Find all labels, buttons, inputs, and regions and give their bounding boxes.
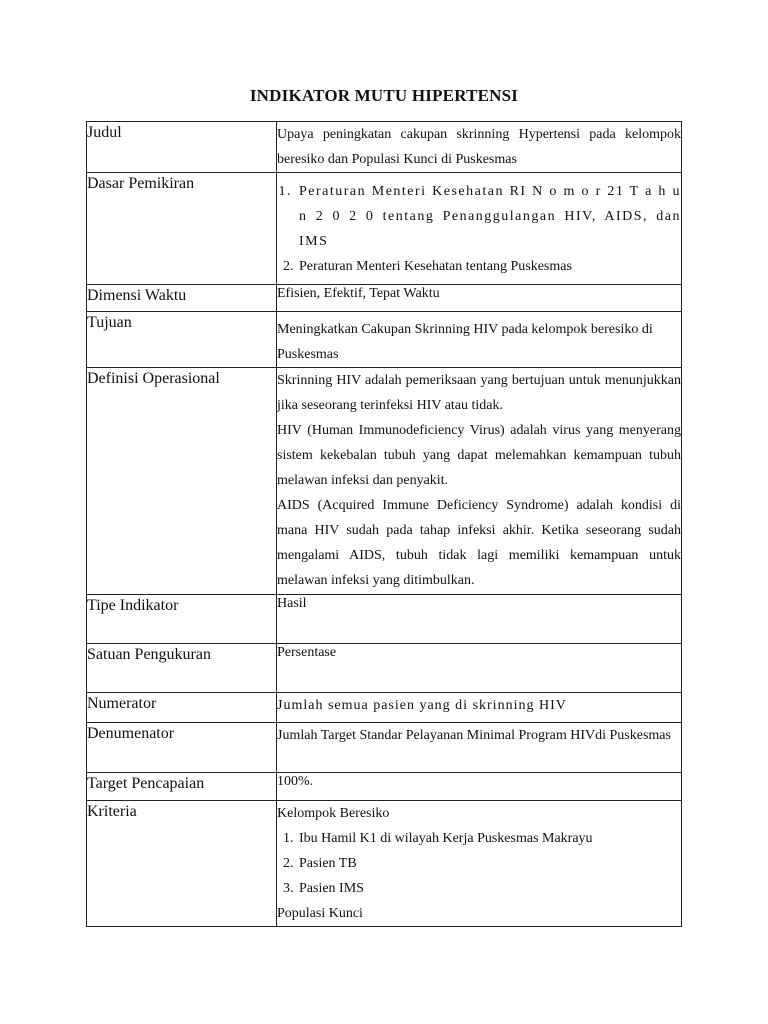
- row-definisi-operasional: [87, 368, 682, 595]
- row-tipe-indikator: [87, 595, 682, 644]
- kriteria-list: [277, 826, 681, 901]
- value-tipe-indikator: Hasil: [277, 595, 682, 644]
- kriteria-item: 2. Pasien TB: [297, 851, 681, 876]
- row-kriteria: [87, 801, 682, 927]
- kriteria-item: 3. Pasien IMS: [297, 876, 681, 901]
- row-dimensi-waktu: [87, 285, 682, 312]
- value-numerator: Jumlah semua pasien yang di skrinning HIV: [277, 693, 682, 723]
- value-dimensi-waktu: Efisien, Efektif, Tepat Waktu: [277, 285, 682, 312]
- definisi-paragraph: Skrinning HIV adalah pemeriksaan yang bertujuan untuk menunjukkan jika seseorang terinfeksi HIV atau tidak.: [277, 373, 681, 413]
- dasar-pemikiran-list: [277, 179, 681, 279]
- value-tujuan: Meningkatkan Cakupan Skrinning HIV pada kelompok beresiko di Puskesmas: [277, 312, 682, 368]
- kriteria-intro: Kelompok Beresiko: [277, 806, 390, 821]
- label-numerator: Numerator: [87, 693, 277, 723]
- value-judul: Upaya peningkatan cakupan skrinning Hypertensi pada kelompok beresiko dan Populasi Kunci di Puskesmas: [277, 122, 682, 173]
- label-tujuan: Tujuan: [87, 312, 277, 368]
- label-judul: Judul: [87, 122, 277, 173]
- label-dasar-pemikiran: Dasar Pemikiran: [87, 173, 277, 285]
- row-denumenator: [87, 723, 682, 773]
- value-definisi-operasional: [277, 368, 682, 595]
- value-denumenator: Jumlah Target Standar Pelayanan Minimal Program HIVdi Puskesmas: [277, 723, 682, 773]
- value-satuan-pengukuran: Persentase: [277, 644, 682, 693]
- page-title: INDIKATOR MUTU HIPERTENSI: [249, 86, 519, 105]
- label-tipe-indikator: Tipe Indikator: [87, 595, 277, 644]
- row-target-pencapaian: [87, 773, 682, 801]
- label-definisi-operasional: Definisi Operasional: [87, 368, 277, 595]
- row-dasar-pemikiran: [87, 173, 682, 285]
- dasar-item: 2. Peraturan Menteri Kesehatan tentang Puskesmas: [297, 254, 681, 279]
- label-kriteria: Kriteria: [87, 801, 277, 927]
- definisi-paragraph: HIV (Human Immunodeficiency Virus) adalah virus yang menyerang sistem kekebalan tubuh yang dapat melemahkan kemampuan tubuh melawan infeksi dan penyakit.: [277, 423, 681, 488]
- label-dimensi-waktu: Dimensi Waktu: [87, 285, 277, 312]
- label-satuan-pengukuran: Satuan Pengukuran: [87, 644, 277, 693]
- label-denumenator: Denumenator: [87, 723, 277, 773]
- value-kriteria: [277, 801, 682, 927]
- label-target-pencapaian: Target Pencapaian: [87, 773, 277, 801]
- dasar-item: 1. Peraturan Menteri Kesehatan RI N o m o r 21 T a h u n 2 0 2 0 tentang Penanggulangan HIV, AIDS, dan IMS: [297, 179, 681, 254]
- value-target-pencapaian: 100%.: [277, 773, 682, 801]
- indicator-table: [86, 121, 682, 927]
- definisi-paragraph: AIDS (Acquired Immune Deficiency Syndrome) adalah kondisi di mana HIV sudah pada tahap infeksi akhir. Ketika seseorang sudah mengalami AIDS, tubuh tidak lagi memiliki kemampuan untuk melawan infeksi yang ditimbulkan.: [277, 498, 681, 588]
- row-satuan-pengukuran: [87, 644, 682, 693]
- row-tujuan: [87, 312, 682, 368]
- row-judul: [87, 122, 682, 173]
- row-numerator: [87, 693, 682, 723]
- kriteria-item: 1. Ibu Hamil K1 di wilayah Kerja Puskesmas Makrayu: [297, 826, 681, 851]
- value-dasar-pemikiran: [277, 173, 682, 285]
- kriteria-outro: Populasi Kunci: [277, 906, 363, 921]
